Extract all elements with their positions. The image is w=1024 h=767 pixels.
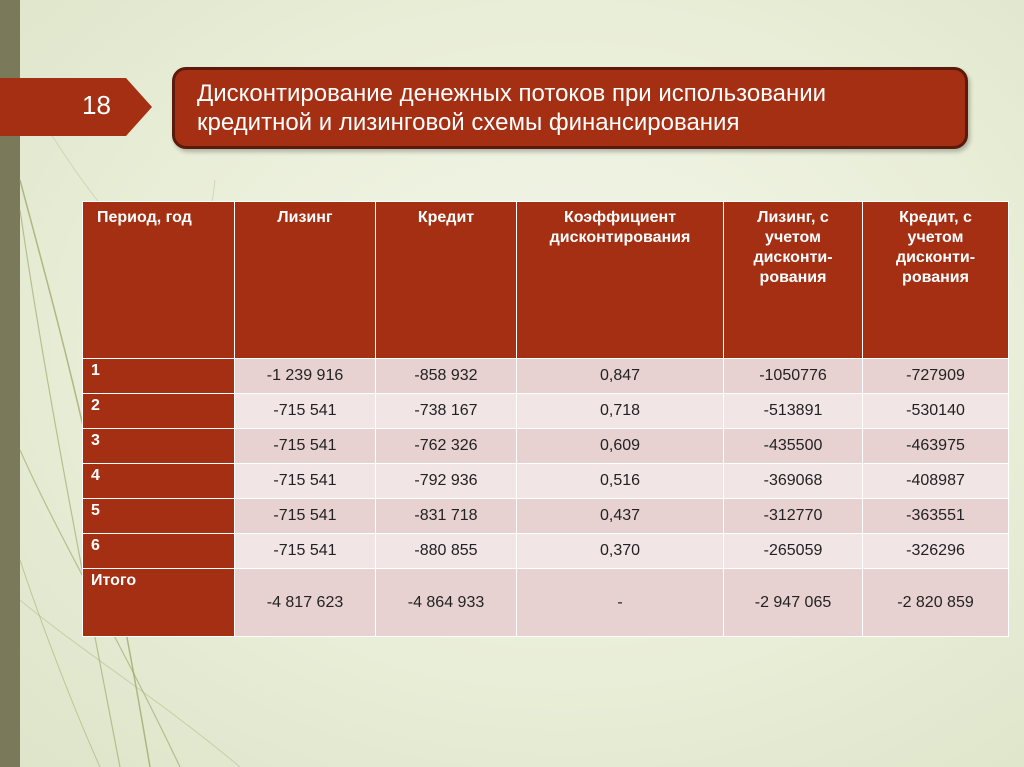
cell-leasing-discounted: -265059 — [724, 534, 863, 569]
cell-credit: -858 932 — [376, 359, 517, 394]
cell-leasing: -715 541 — [235, 429, 376, 464]
slide-title — [197, 79, 957, 137]
title-box — [172, 67, 968, 149]
cell-total-credit: -4 864 933 — [376, 569, 517, 637]
cell-credit: -831 718 — [376, 499, 517, 534]
cell-period: 5 — [83, 499, 235, 534]
cell-discount-factor: 0,370 — [517, 534, 724, 569]
table-total-row — [83, 569, 1009, 637]
header-leasing: Лизинг — [235, 202, 376, 359]
header-leasing-discounted: Лизинг, с учетом дисконти-рования — [724, 202, 863, 359]
cell-credit-discounted: -530140 — [863, 394, 1009, 429]
slide-number-tab — [0, 78, 152, 136]
table-row — [83, 534, 1009, 569]
cell-leasing: -715 541 — [235, 464, 376, 499]
cell-period: 3 — [83, 429, 235, 464]
cell-credit-discounted: -363551 — [863, 499, 1009, 534]
table-row — [83, 429, 1009, 464]
header-period: Период, год — [83, 202, 235, 359]
cell-discount-factor: 0,609 — [517, 429, 724, 464]
cell-total-label: Итого — [83, 569, 235, 637]
header-discount-factor: Коэффициент дисконтирования — [517, 202, 724, 359]
cell-credit-discounted: -463975 — [863, 429, 1009, 464]
cell-total-discount-factor: - — [517, 569, 724, 637]
cell-credit: -762 326 — [376, 429, 517, 464]
cell-leasing-discounted: -312770 — [724, 499, 863, 534]
cell-leasing-discounted: -1050776 — [724, 359, 863, 394]
discounting-table — [82, 201, 1009, 637]
cell-discount-factor: 0,437 — [517, 499, 724, 534]
cell-discount-factor: 0,718 — [517, 394, 724, 429]
cell-leasing-discounted: -513891 — [724, 394, 863, 429]
cell-leasing: -715 541 — [235, 499, 376, 534]
table-header-row — [83, 202, 1009, 359]
cell-leasing-discounted: -369068 — [724, 464, 863, 499]
cell-leasing: -715 541 — [235, 394, 376, 429]
table-row — [83, 499, 1009, 534]
cell-credit: -738 167 — [376, 394, 517, 429]
cell-period: 4 — [83, 464, 235, 499]
cell-period: 6 — [83, 534, 235, 569]
cell-period: 2 — [83, 394, 235, 429]
slide-number: 18 — [82, 90, 111, 120]
cell-credit-discounted: -326296 — [863, 534, 1009, 569]
table-row — [83, 464, 1009, 499]
cell-leasing: -715 541 — [235, 534, 376, 569]
cell-credit-discounted: -408987 — [863, 464, 1009, 499]
table-row — [83, 394, 1009, 429]
cell-credit-discounted: -727909 — [863, 359, 1009, 394]
cell-credit: -792 936 — [376, 464, 517, 499]
cell-leasing-discounted: -435500 — [724, 429, 863, 464]
header-credit: Кредит — [376, 202, 517, 359]
cell-leasing: -1 239 916 — [235, 359, 376, 394]
cell-total-leasing-discounted: -2 947 065 — [724, 569, 863, 637]
header-credit-discounted: Кредит, с учетом дисконти-рования — [863, 202, 1009, 359]
slide-title-line-1: Дисконтирование денежных потоков при использовании — [197, 80, 827, 107]
cell-total-leasing: -4 817 623 — [235, 569, 376, 637]
cell-total-credit-discounted: -2 820 859 — [863, 569, 1009, 637]
cell-period: 1 — [83, 359, 235, 394]
cell-discount-factor: 0,516 — [517, 464, 724, 499]
cell-discount-factor: 0,847 — [517, 359, 724, 394]
cell-credit: -880 855 — [376, 534, 517, 569]
slide-title-line-2: кредитной и лизинговой схемы финансирования — [197, 109, 740, 136]
table-row — [83, 359, 1009, 394]
